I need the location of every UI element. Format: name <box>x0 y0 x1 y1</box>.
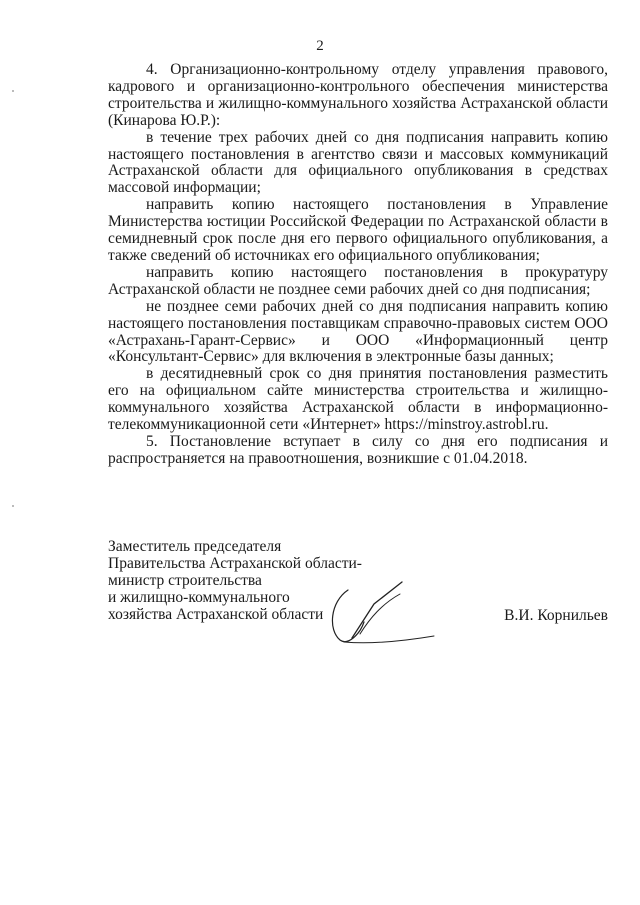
handwritten-signature <box>318 578 438 648</box>
page-number: 2 <box>316 38 324 54</box>
signatory-title-line: хозяйства Астраханской области <box>108 606 324 623</box>
signatory-title-line: и жилищно-коммунального <box>108 589 290 606</box>
paragraph-item-4: 4. Организационно-контрольному отделу управления правового, кадрового и организационно-контрольного обеспечения министерства строительства и жилищно-коммунального хозяйства Астраханской области (Кинарова Ю.Р.): <box>108 61 608 129</box>
paragraph-website: в десятидневный срок со дня принятия постановления разместить его на официальном сайте министерства строительства и жилищно-коммунального хозяйства Астраханской области в информационно-телекоммуникационной сети «Интернет» https://minstroy.astrobl.ru. <box>108 365 608 434</box>
document-body <box>108 62 608 468</box>
signatory-title-line: Правительства Астраханской области- <box>108 555 362 572</box>
scan-artifact <box>12 505 14 507</box>
signatory-name: В.И. Корнильев <box>504 607 608 624</box>
paragraph-item-5: 5. Постановление вступает в силу со дня его подписания и распространяется на правоотношения, возникшие с 01.04.2018. <box>108 432 608 467</box>
signatory-title-line: Заместитель председателя <box>108 538 282 555</box>
paragraph-prosecutor: направить копию настоящего постановления в прокуратуру Астраханской области не позднее семи рабочих дней со дня подписания; <box>108 263 608 298</box>
scan-artifact <box>12 90 14 92</box>
paragraph-publication: в течение трех рабочих дней со дня подписания направить копию настоящего постановления в агентство связи и массовых коммуникаций Астраханской области для официального опубликования в средствах массовой информации; <box>108 128 608 197</box>
signatory-title-line: министр строительства <box>108 572 262 589</box>
paragraph-legal-systems: не позднее семи рабочих дней со дня подписания направить копию настоящего постановления поставщикам справочно-правовых систем ООО «Астрахань-Гарант-Сервис» и ООО «Информационный центр «Консультант-Сервис» для включения в электронные базы данных; <box>108 297 608 366</box>
paragraph-ministry-justice: направить копию настоящего постановления в Управление Министерства юстиции Российской Федерации по Астраханской области в семидневный срок после дня его первого официального опубликования, а также сведений об источниках его официального опубликования; <box>108 196 608 264</box>
